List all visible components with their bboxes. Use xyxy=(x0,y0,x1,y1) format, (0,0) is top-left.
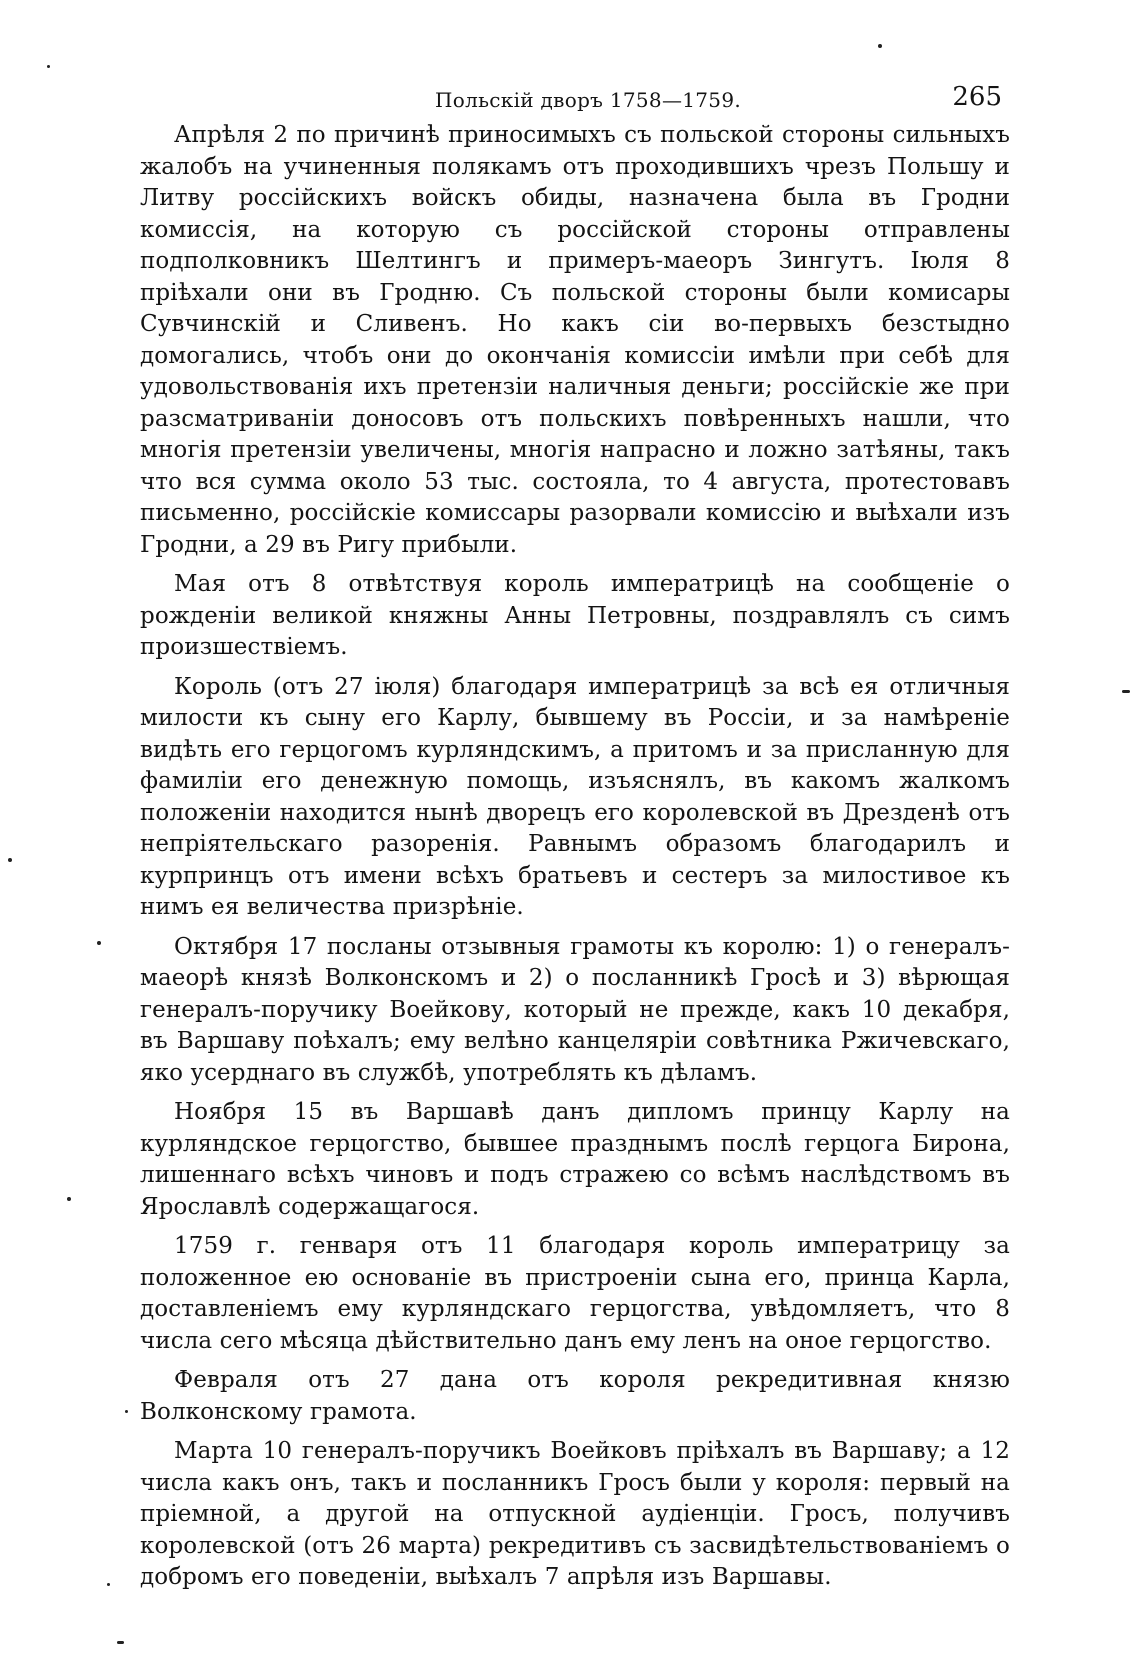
scan-speck xyxy=(97,941,101,945)
paragraph-february-recredential: Февраля отъ 27 дана отъ короля рекредитивная князю Волконскому грамота. xyxy=(140,1367,1010,1425)
paragraph-november-diploma: Ноября 15 въ Варшавѣ данъ дипломъ принцу Карлу на курляндское герцогство, бывшее празднымъ послѣ герцога Бирона, лишеннаго всѣхъ чиновъ и подъ стражею со всѣмъ наслѣдствомъ въ Ярославлѣ содержащагося. xyxy=(140,1099,1010,1220)
paragraph-may-congratulation: Мая отъ 8 отвѣтствуя король императрицѣ на сообщеніе о рожденіи великой княжны Анны Петровны, поздравлялъ съ симъ произшествіемъ. xyxy=(140,571,1010,660)
scan-speck xyxy=(1122,690,1130,693)
scan-speck xyxy=(47,65,50,68)
running-head-title: Польскій дворъ 1758—1759. xyxy=(435,88,742,112)
scan-speck xyxy=(878,44,882,48)
scan-speck xyxy=(8,858,12,862)
paragraph-october-recall: Октября 17 посланы отзывныя грамоты къ королю: 1) о генералъ-маеорѣ князѣ Волконскомъ и 2) о посланникѣ Гросѣ и 3) вѣрющая генералъ-поручику Воейкову, который не прежде, какъ 10 декабря, въ Варшаву поѣхалъ; ему велѣно канцеляріи совѣтника Ржичевскаго, яко усерднаго въ службѣ, употреблять къ дѣламъ. xyxy=(140,933,1010,1086)
paragraph-march-audience: Марта 10 генералъ-поручикъ Воейковъ пріѣхалъ въ Варшаву; а 12 числа какъ онъ, такъ и посланникъ Гросъ были у короля: первый на пріемной, а другой на отпускной аудіенціи. Гросъ, получивъ королевской (отъ 26 марта) рекредитивъ съ засвидѣтельствованіемъ о добромъ его поведеніи, выѣхалъ 7 апрѣля изъ Варшавы. xyxy=(140,1438,1010,1590)
paragraph-july-gratitude: Король (отъ 27 іюля) благодаря императрицѣ за всѣ ея отличныя милости къ сыну его Карлу, бывшему въ Россіи, и за намѣреніе видѣть его герцогомъ курляндскимъ, а притомъ и за присланную для фамиліи его денежную помощь, изъяснялъ, въ какомъ жалкомъ положеніи находится нынѣ дворецъ его королевской въ Дрезденѣ отъ непріятельскаго разоренія. Равнымъ образомъ благодарилъ и курпринцъ отъ имени всѣхъ братьевъ и сестеръ за милостивое къ нимъ ея величества призрѣніе. xyxy=(140,673,1010,920)
scan-speck xyxy=(67,1197,71,1201)
scan-speck xyxy=(125,1410,128,1413)
paragraph-1759-january: 1759 г. генваря отъ 11 благодаря король императрицу за положенное ею основаніе въ пристроеніи сына его, принца Карла, доставленіемъ ему курляндскаго герцогства, увѣдомляетъ, что 8 числа сего мѣсяца дѣйствительно данъ ему ленъ на оное герцогство. xyxy=(140,1233,1010,1354)
page-number: 265 xyxy=(952,82,1002,112)
running-header xyxy=(140,82,1010,118)
scan-speck xyxy=(107,1583,110,1586)
body-text xyxy=(140,120,1010,1602)
scan-speck xyxy=(117,1641,124,1644)
paragraph-april-commission: Апрѣля 2 по причинѣ приносимыхъ съ польской стороны сильныхъ жалобъ на учиненныя полякамъ отъ проходившихъ чрезъ Польшу и Литву россійскихъ войскъ обиды, назначена была въ Гродни комиссія, на которую съ россійской стороны отправлены подполковникъ Шелтингъ и примеръ-маеоръ Зингутъ. Іюля 8 пріѣхали они въ Гродню. Съ польской стороны были комисары Сувчинскій и Сливенъ. Но какъ сіи во-первыхъ безстыдно домогались, чтобъ они до окончанія комиссіи имѣли при себѣ для удовольствованія ихъ претензіи наличныя деньги; россійскіе же при разсматриваніи доносовъ отъ польскихъ повѣренныхъ нашли, что многія претензіи увеличены, многія напрасно и ложно затѣяны, такъ что вся сумма около 53 тыс. состояла, то 4 августа, протестовавъ письменно, россійскіе комиссары разорвали комиссію и выѣхали изъ Гродни, а 29 въ Ригу прибыли. xyxy=(140,122,1010,558)
